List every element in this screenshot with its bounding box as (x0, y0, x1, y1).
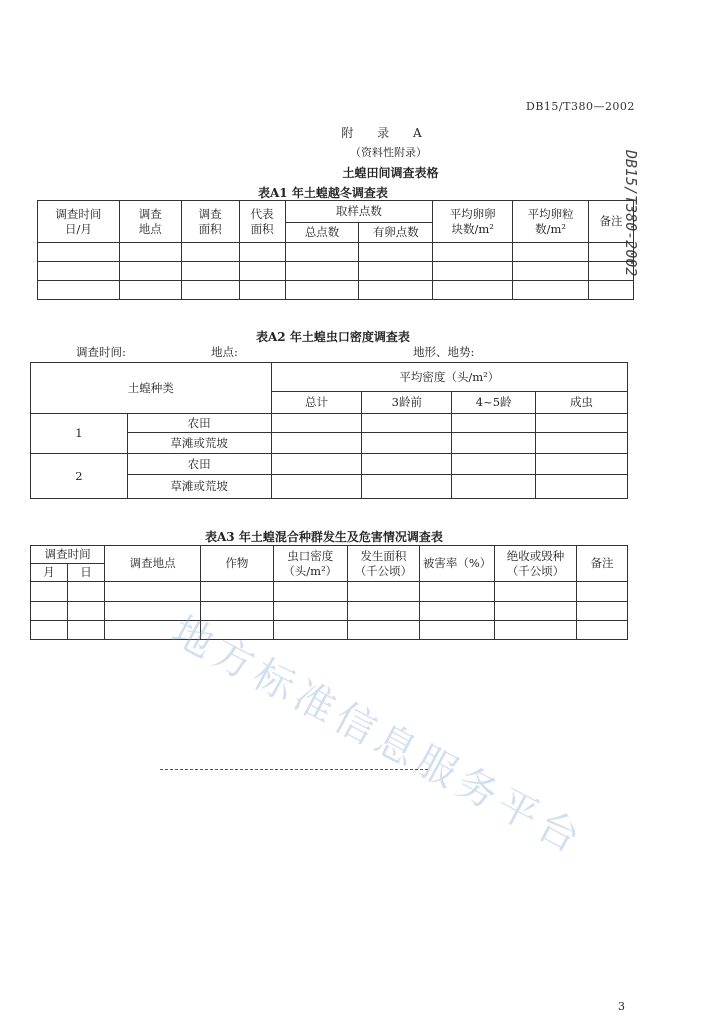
header-sample-points: 取样点数 (285, 201, 433, 223)
header-site: 调查 地点 (119, 201, 181, 243)
table-row (38, 243, 634, 262)
table-a2-caption: 表A2 年土蝗虫口密度调查表 (256, 330, 410, 344)
header-occurrence-area: 发生面积 （千公顷） (347, 546, 419, 582)
header-survey-time: 调查时间 (31, 546, 105, 564)
table-a3-caption: 表A3 年土蝗混合种群发生及危害情况调查表 (205, 530, 443, 544)
table-row (31, 414, 628, 433)
table-a3 (30, 545, 628, 640)
table-a2 (30, 362, 628, 499)
header-avg-pods: 平均卵卵 块数/m² (433, 201, 513, 243)
table-a1-caption: 表A1 年土蝗越冬调查表 (258, 186, 388, 200)
habitat-field: 农田 (127, 454, 271, 475)
table-row (38, 281, 634, 300)
habitat-grassland: 草滩或荒坡 (127, 475, 271, 499)
appendix-subtitle: （资料性附录） (350, 146, 427, 159)
end-divider (160, 769, 428, 770)
header-density: 平均密度（头/m²） (271, 363, 627, 392)
header-time: 调查时间 日/月 (38, 201, 120, 243)
header-remark: 备注 (576, 546, 627, 582)
page-number: 3 (618, 1000, 625, 1013)
table-row (38, 262, 634, 281)
header-rep-area: 代表 面积 (239, 201, 285, 243)
header-day: 日 (67, 564, 105, 582)
header-month: 月 (31, 564, 68, 582)
document-code: DB15/T380—2002 (526, 100, 635, 113)
header-survey-site: 调查地点 (105, 546, 201, 582)
handwritten-note: DB15/T380-2002 (622, 150, 640, 277)
header-crop: 作物 (200, 546, 273, 582)
header-damage-rate: 被害率（%） (420, 546, 495, 582)
header-adult: 成虫 (536, 392, 628, 414)
header-total: 总计 (271, 392, 362, 414)
watermark: 地方标准信息服务平台 (164, 607, 592, 865)
header-area: 调查 面积 (181, 201, 239, 243)
terrain-label: 地形、地势: (413, 345, 475, 359)
survey-place-label: 地点: (211, 345, 238, 359)
species-number: 2 (31, 454, 128, 499)
survey-time-label: 调查时间: (76, 345, 126, 359)
header-pest-density: 虫口密度 （头/m²） (273, 546, 347, 582)
header-instar4-5: 4~5龄 (452, 392, 536, 414)
header-species: 土蝗种类 (31, 363, 272, 414)
header-crop-loss: 绝收或毁种 （千公顷） (495, 546, 577, 582)
table-row (31, 621, 628, 640)
header-egg-points: 有卵点数 (359, 223, 433, 243)
habitat-grassland: 草滩或荒坡 (127, 433, 271, 454)
species-number: 1 (31, 414, 128, 454)
header-total-points: 总点数 (285, 223, 359, 243)
header-pre-instar3: 3龄前 (362, 392, 452, 414)
header-avg-eggs: 平均卵粒 数/m² (513, 201, 589, 243)
table-row (31, 454, 628, 475)
appendix-title: 附 录 A (341, 126, 432, 140)
section-title: 土蝗田间调查表格 (342, 166, 439, 180)
table-row (31, 602, 628, 621)
habitat-field: 农田 (127, 414, 271, 433)
table-row (31, 582, 628, 602)
table-a1 (37, 200, 634, 300)
header-remark: 备注 (589, 201, 634, 243)
